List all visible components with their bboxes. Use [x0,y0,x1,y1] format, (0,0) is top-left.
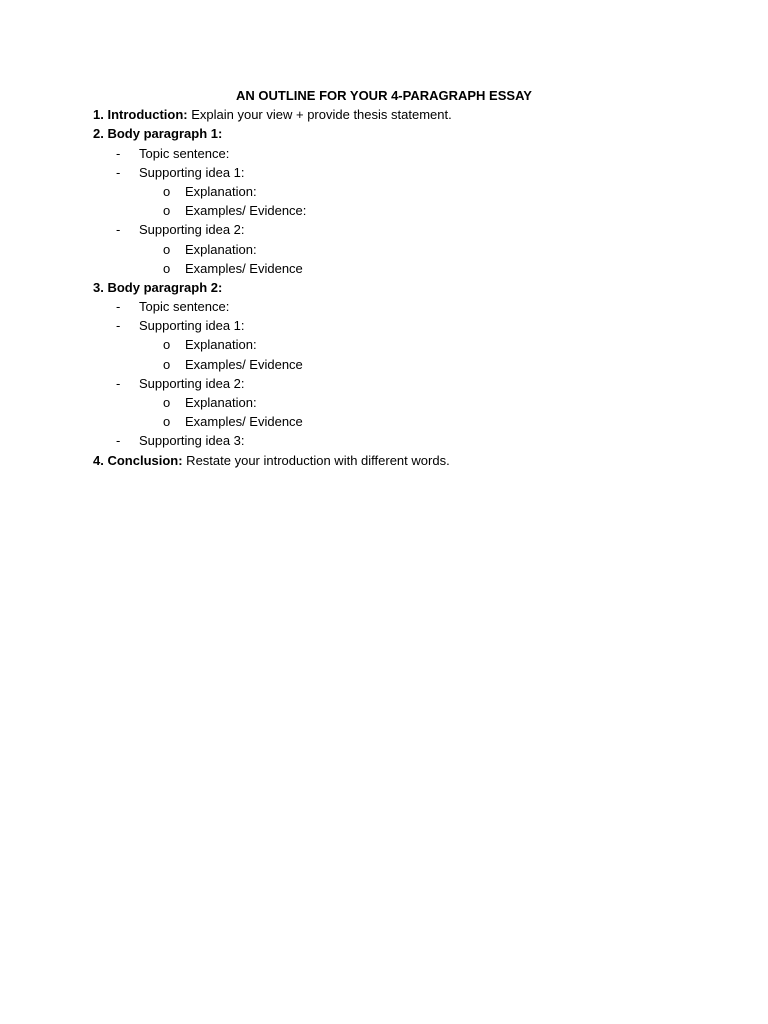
body2-idea2-examples [93,412,683,431]
item-text: Explanation: [185,337,257,353]
intro-label: 1. Introduction: [93,107,188,123]
item-text: Explanation: [185,183,257,199]
dash-bullet: - [116,164,121,180]
body2-idea1-explanation [93,335,683,354]
circle-bullet: o [163,260,171,276]
item-text: Supporting idea 2: [139,375,245,391]
document-title: AN OUTLINE FOR YOUR 4-PARAGRAPH ESSAY [236,88,532,103]
body1-supporting-idea-2 [93,220,683,239]
circle-bullet: o [163,203,171,219]
item-text: Examples/ Evidence [185,414,303,430]
dash-bullet: - [116,145,121,161]
intro-text: Explain your view + provide thesis statement. [187,107,452,123]
conclusion-label: 4. Conclusion: [93,452,183,468]
item-text: Examples/ Evidence [185,260,303,276]
body1-idea1-explanation [93,182,683,201]
dash-bullet: - [116,433,121,449]
circle-bullet: o [163,241,171,257]
circle-bullet: o [163,337,171,353]
outline-content [93,86,683,470]
body2-topic-sentence [93,297,683,316]
dash-bullet: - [116,375,121,391]
body1-topic-sentence [93,144,683,163]
dash-bullet: - [116,222,121,238]
dash-bullet: - [116,318,121,334]
item-text: Explanation: [185,241,257,257]
circle-bullet: o [163,356,171,372]
item-text: Supporting idea 1: [139,164,245,180]
body1-idea2-examples [93,259,683,278]
body1-heading: 2. Body paragraph 1: [93,126,223,142]
item-text: Examples/ Evidence [185,356,303,372]
circle-bullet: o [163,395,171,410]
body2-supporting-idea-3 [93,431,683,450]
item-text: Topic sentence: [139,299,230,315]
item-text: Examples/ Evidence: [185,203,307,219]
conclusion-line [93,451,683,470]
item-text: Supporting idea 3: [139,433,245,449]
body2-idea2-explanation [93,393,683,412]
body1-idea1-examples [93,201,683,220]
item-text: Topic sentence: [139,145,230,161]
dash-bullet: - [116,299,121,315]
item-text: Supporting idea 1: [139,318,245,334]
item-text: Explanation: [185,395,257,410]
body1-idea2-explanation [93,240,683,259]
conclusion-text: Restate your introduction with different words. [182,452,450,468]
body2-supporting-idea-1 [93,316,683,335]
intro-line [93,105,683,124]
circle-bullet: o [163,414,171,430]
body2-idea1-examples [93,355,683,374]
item-text: Supporting idea 2: [139,222,245,238]
body2-heading: 3. Body paragraph 2: [93,279,223,295]
body1-supporting-idea-1 [93,163,683,182]
body2-supporting-idea-2 [93,374,683,393]
circle-bullet: o [163,183,171,199]
